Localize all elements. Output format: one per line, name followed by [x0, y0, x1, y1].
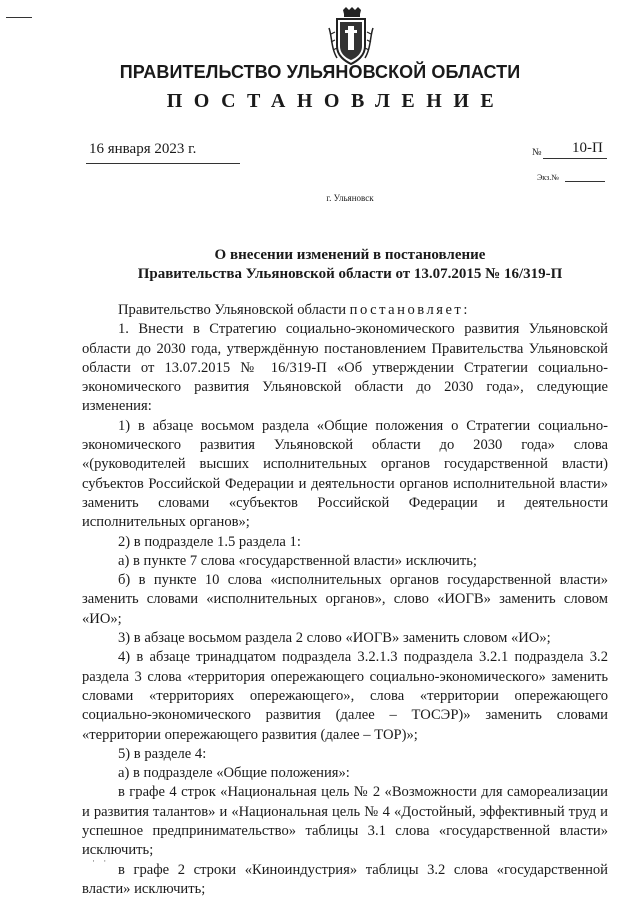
- document-type-title: ПОСТАНОВЛЕНИЕ: [166, 90, 506, 112]
- document-date: 16 января 2023 г.: [89, 141, 197, 157]
- body-paragraph: а) в пункте 7 слова «государственной власти» исключить;: [118, 552, 477, 569]
- document-body: [82, 301, 608, 899]
- body-paragraph: 3) в абзаце восьмом раздела 2 слово «ИОГВ» заменить словом «ИО»;: [118, 630, 551, 647]
- subject-line: О внесении изменений в постановление: [214, 247, 486, 263]
- footer-marks: · ·: [92, 856, 110, 866]
- number-underline: [543, 158, 607, 159]
- government-title: ПРАВИТЕЛЬСТВО УЛЬЯНОВСКОЙ ОБЛАСТИ: [119, 62, 521, 82]
- city-label: г. Ульяновск: [326, 193, 374, 203]
- coat-of-arms-icon: [327, 6, 375, 66]
- intro-spaced-word: постановляет: [349, 302, 464, 318]
- document-subject: [0, 246, 640, 284]
- document-number: 10-П: [572, 140, 603, 156]
- subject-line: Правительства Ульяновской области от 13.07.2015 № 16/319-П: [137, 266, 563, 282]
- body-paragraph: в графе 4 строк «Национальная цель № 2 «Возможности для самореализации и развития талантов» и «Национальная цель № 4 «Достойный, эффективный труд и успешное предпринимательство» таблицы 3.1 слова «государственной власти» исключить;: [82, 784, 608, 859]
- date-underline: [86, 163, 240, 164]
- body-paragraph: в графе 2 строки «Киноиндустрия» таблицы 3.2 слова «государственной власти» исключить;: [82, 861, 608, 897]
- intro-text: Правительство Ульяновской области: [118, 302, 347, 318]
- copy-number-underline: [565, 181, 605, 182]
- body-paragraph: 4) в абзаце тринадцатом подраздела 3.2.1.3 подраздела 3.2.1 подраздела 3.2 раздела 3 слова «территория опережающего социально-экономического» заменить словами «территориях опережающего», слова «территории опережающего социально-экономического развития (далее – ТОСЭР)» заменить словами «территории опережающего развития (далее – ТОР)»;: [82, 649, 608, 743]
- body-paragraph: б) в пункте 10 слова «исполнительных органов государственной власти» заменить словами «исполнительных органов», слово «ИОГВ» заменить словом «ИО»;: [82, 572, 608, 627]
- body-paragraph: 2) в подразделе 1.5 раздела 1:: [118, 533, 301, 550]
- body-paragraph: а) в подразделе «Общие положения»:: [118, 765, 350, 782]
- intro-colon: :: [463, 302, 468, 318]
- intro-paragraph: [82, 301, 608, 320]
- number-sign: №: [532, 147, 542, 158]
- copy-number-label: Экз.№: [537, 173, 559, 182]
- corner-mark: [6, 17, 32, 18]
- body-paragraph: 1) в абзаце восьмом раздела «Общие положения о Стратегии социально-экономического развития Ульяновской области до 2030 года» слова «(руководителей высших исполнительных органов государственной власти) субъектов Российской Федерации и деятельности органов исполнительной власти» заменить словами «субъектов Российской Федерации и деятельности исполнительных органов»;: [82, 417, 608, 531]
- body-paragraph: 1. Внести в Стратегию социально-экономического развития Ульяновской области до 2030 года, утверждённую постановлением Правительства Ульяновской области от 13.07.2015 № 16/319-П «Об утверждении Стратегии социально-экономического развития Ульяновской области до 2030 года», следующие изменения:: [82, 321, 608, 415]
- body-paragraph: 5) в разделе 4:: [118, 745, 207, 762]
